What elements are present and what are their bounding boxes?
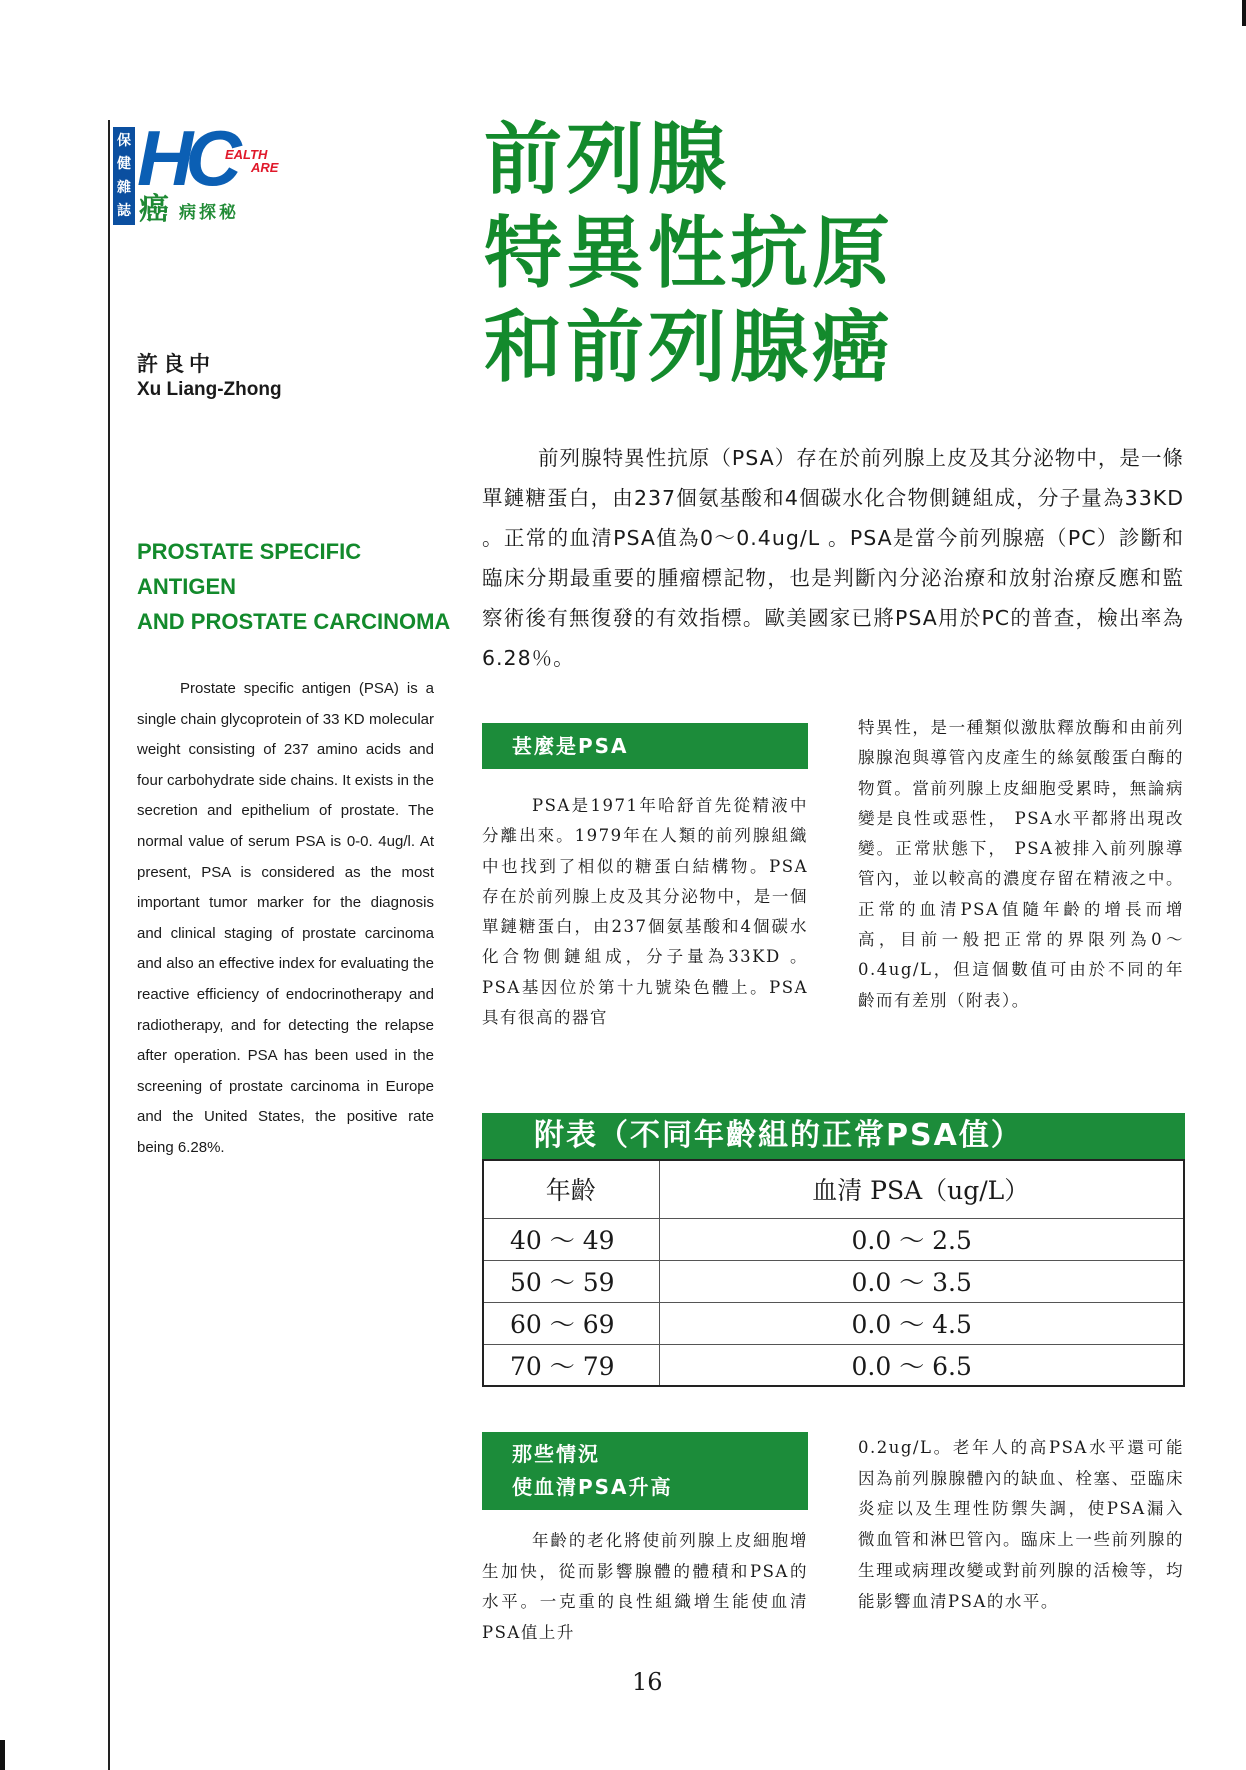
psa-range-cell: 0.0 ～ 2.5: [659, 1218, 1184, 1260]
column-name-explore: 病探秘: [179, 203, 239, 223]
page-number: 16: [632, 1668, 663, 1696]
intro-paragraph: 前列腺特異性抗原（PSA）存在於前列腺上皮及其分泌物中，是一條單鏈糖蛋白，由237個氨基酸和4個碳水化合物側鏈組成，分子量為33KD 。正常的血清PSA值為0～0.4ug/L 。PSA是當今前列腺癌（PC）診斷和臨床分期最重要的腫瘤標記物，也是判斷內分泌治療和放射治療反應和監察術後有無復發的有效指標。歐美國家已將PSA用於PC的普查，檢出率為6.28％。: [482, 446, 1184, 670]
table-row: [483, 1218, 1184, 1260]
english-title-line: ANTIGEN: [137, 574, 236, 599]
logo-side-char: 雜: [117, 179, 131, 196]
scan-corner-mark-bottom: [0, 1740, 5, 1770]
psa-range-cell: 0.0 ～ 6.5: [851, 1351, 972, 1381]
english-title-line: PROSTATE SPECIFIC: [137, 539, 362, 564]
table-row: [483, 1260, 1184, 1302]
logo-ealth-text: EALTH: [225, 147, 268, 162]
logo-side-char: 健: [117, 156, 131, 173]
margin-rule: [108, 120, 110, 1770]
section1-left-column: PSA是1971年哈舒首先從精液中分離出來。1979年在人類的前列腺組織中也找到了相似的糖蛋白結構物。PSA存在於前列腺上皮及其分泌物中，是一個單鏈糖蛋白，由237個氨基酸和4個碳水化合物側鏈組成，分子量為33KD 。PSA基因位於第十九號染色體上。PSA具有很高的器官: [482, 796, 808, 1028]
logo-side-label: [113, 127, 135, 225]
column-name-cancer: 癌: [139, 192, 169, 227]
logo-side-char: 保: [117, 132, 131, 149]
author-name-chinese: 許良中: [137, 352, 215, 376]
age-range-cell: 60 ～ 69: [483, 1302, 659, 1344]
section-heading-what-is-psa: 甚麼是PSA: [482, 723, 808, 769]
english-title: [137, 534, 451, 639]
title-line: 特異性抗原: [484, 209, 895, 299]
table-header-row: [483, 1160, 1184, 1218]
article-title: [484, 113, 894, 395]
age-range-cell: 70 ～ 79: [483, 1344, 659, 1386]
table-row: [483, 1344, 1184, 1386]
section2-heading-line: 使血清PSA升高: [512, 1475, 673, 1499]
section2-heading-line: 那些情況: [512, 1442, 600, 1466]
english-abstract: Prostate specific antigen (PSA) is a single chain glycoprotein of 33 KD molecular weight consisting of 237 amino acids and four carbohydrate side chains. It exists in the secretion and epithelium of prostate. The normal value of serum PSA is 0-0. 4ug/l. At present, PSA is considered as the most important tumor marker for the diagnosis and clinical staging of prostate carcinoma and also an effective index for evaluating the reactive efficiency of endocrinotherapy and radiotherapy, and for detecting the relapse after operation. PSA has been used in the screening of prostate carcinoma in Europe and the United States, the positive rate being 6.28%.: [137, 680, 434, 1156]
header-serum-psa: 血清 PSA（ug/L）: [659, 1160, 1184, 1218]
section1-right-column: 特異性，是一種類似激肽釋放酶和由前列腺腺泡與導管內皮產生的絲氨酸蛋白酶的物質。當前列腺上皮細胞受累時，無論病變是良性或惡性， PSA水平都將出現改變。正常狀態下， PSA被排入前列腺導管內，並以較高的濃度存留在精液之中。正常的血清PSA值隨年齡的增長而增高，目前一般把正常的界限列為0～0.4ug/L，但這個數值可由於不同的年齡而有差別（附表）。: [858, 718, 1184, 1010]
table-title: 附表（不同年齡組的正常PSA值）: [482, 1113, 1185, 1159]
psa-range-cell: 0.0 ～ 3.5: [659, 1260, 1184, 1302]
english-title-line: AND PROSTATE CARCINOMA: [137, 609, 451, 634]
table-row: [483, 1302, 1184, 1344]
logo-side-char: 誌: [117, 203, 131, 220]
scan-corner-mark-top: [1242, 0, 1246, 26]
header-age: 年齡: [483, 1160, 659, 1218]
title-line: 和前列腺癌: [484, 303, 895, 393]
section2-left-column: 年齡的老化將使前列腺上皮細胞增生加快，從而影響腺體的體積和PSA的水平。一克重的良性組織增生能使血清PSA值上升: [482, 1531, 808, 1643]
psa-range-cell: 0.0 ～ 4.5: [659, 1302, 1184, 1344]
title-line: 前列腺: [484, 115, 731, 205]
age-range-cell: 50 ～ 59: [483, 1260, 659, 1302]
magazine-logo: [113, 114, 303, 237]
logo-are-text: ARE: [251, 160, 279, 175]
section2-right-column: 0.2ug/L。老年人的高PSA水平還可能因為前列腺腺體內的缺血、栓塞、亞臨床炎症以及生理性防禦失調，使PSA漏入微血管和淋巴管內。臨床上一些前列腺的生理或病理改變或對前列腺的活檢等，均能影響血清PSA的水平。: [858, 1438, 1184, 1611]
psa-reference-table: [482, 1159, 1185, 1387]
section-heading-psa-elevation: [482, 1432, 808, 1510]
logo-hc-letters: HC: [137, 114, 234, 202]
age-range-cell: 40 ～ 49: [483, 1218, 659, 1260]
author-name-english: Xu Liang-Zhong: [137, 379, 282, 400]
